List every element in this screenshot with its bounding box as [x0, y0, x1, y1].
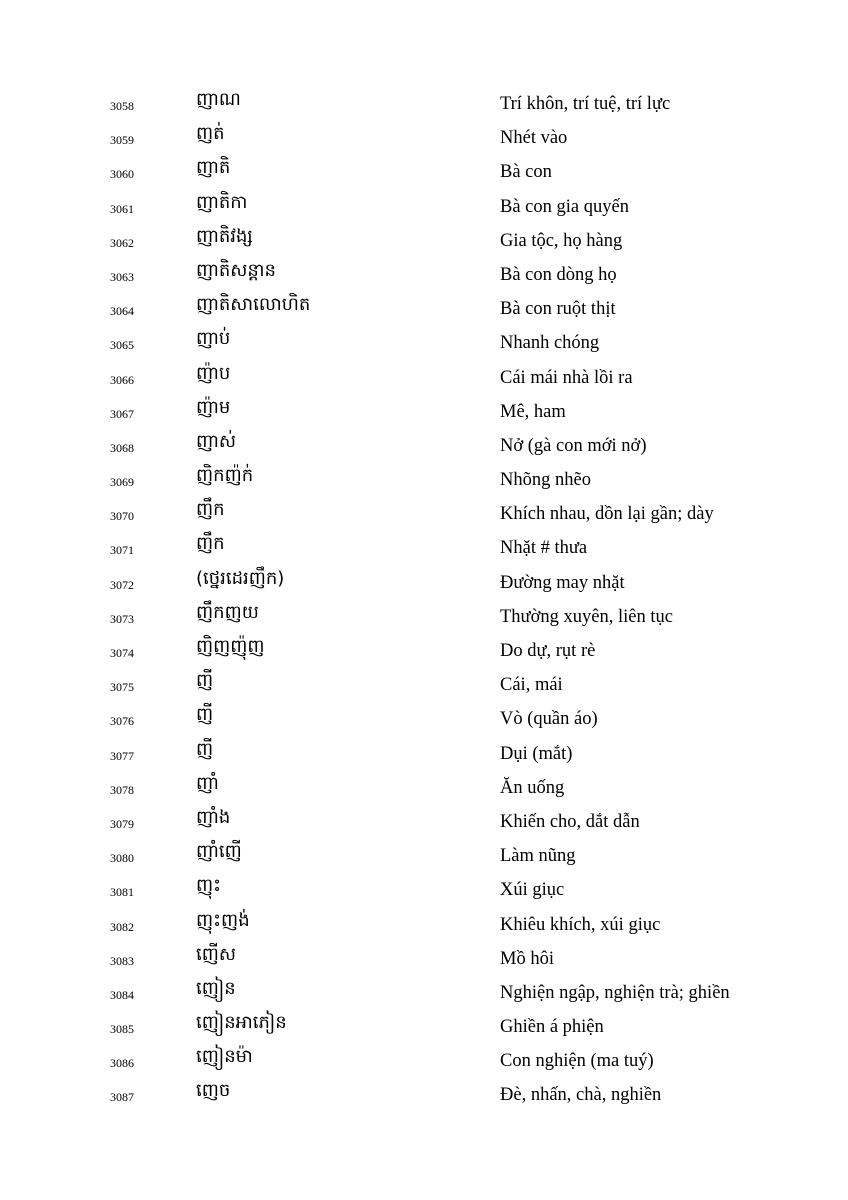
entry-number: 3058 [110, 99, 134, 113]
entry-row [0, 462, 848, 496]
entry-row [0, 975, 848, 1009]
entry-row [0, 428, 848, 462]
entry-number: 3085 [110, 1022, 134, 1037]
entry-row [0, 1077, 848, 1111]
vietnamese-meaning: Nhét vào [500, 128, 568, 149]
khmer-word: ញុះញង់ [196, 909, 250, 931]
entry-row [0, 633, 848, 667]
entry-number: 3069 [110, 475, 134, 490]
dictionary-page [0, 86, 848, 1112]
entry-row [0, 257, 848, 291]
entry-row [0, 1043, 848, 1077]
vietnamese-meaning: Bà con gia quyến [500, 196, 629, 217]
vietnamese-meaning: Nhõng nhẽo [500, 470, 591, 491]
vietnamese-meaning: Trí khôn, trí tuệ, trí lực [500, 94, 671, 114]
entry-row [0, 1009, 848, 1043]
vietnamese-meaning: Do dự, rụt rè [500, 641, 596, 661]
khmer-word: ញ៉ាប [196, 362, 231, 384]
entry-number: 3060 [110, 167, 134, 182]
vietnamese-meaning: Con nghiện (ma tuý) [500, 1051, 654, 1072]
khmer-word: ញេច [196, 1080, 231, 1102]
entry-number: 3073 [110, 611, 134, 626]
entry-number: 3066 [110, 372, 134, 387]
entry-row [0, 120, 848, 154]
vietnamese-meaning: Dụi (mắt) [500, 743, 573, 764]
entry-number: 3081 [110, 885, 134, 900]
entry-row [0, 804, 848, 838]
vietnamese-meaning: Nhặt # thưa [500, 538, 588, 559]
entry-number: 3059 [110, 133, 134, 148]
entry-number: 3062 [110, 235, 134, 250]
vietnamese-meaning: Mê, ham [500, 401, 566, 422]
entry-number: 3067 [110, 406, 134, 421]
entry-number: 3083 [110, 953, 134, 968]
entry-number: 3063 [110, 269, 134, 284]
khmer-word: ញើស [196, 943, 236, 965]
vietnamese-meaning: Vò (quần áo) [500, 709, 598, 730]
khmer-word: ញាតិកា [196, 191, 248, 213]
entry-row [0, 872, 848, 906]
khmer-word: ញាតិសាលោហិត [196, 294, 311, 316]
khmer-word: ញ៉ាម [196, 396, 231, 418]
khmer-word: ញាស់ [196, 430, 236, 452]
khmer-word: (ថ្នេរដេរញឹក) [196, 567, 285, 589]
entry-row [0, 360, 848, 394]
khmer-word: ញី [196, 704, 214, 726]
khmer-word: ញាប់ [196, 328, 231, 350]
entry-row [0, 394, 848, 428]
khmer-word: ញាណ [196, 89, 241, 110]
entry-number: 3086 [110, 1056, 134, 1071]
entry-number: 3076 [110, 714, 134, 729]
khmer-word: ញី [196, 738, 214, 760]
entry-number: 3064 [110, 304, 134, 319]
entry-number: 3065 [110, 338, 134, 353]
khmer-word: ញិកញ៉ក់ [196, 465, 254, 487]
khmer-word: ញាតិវង្ស [196, 225, 253, 247]
entry-row [0, 565, 848, 599]
khmer-word: ញៀនម៉ា [196, 1046, 253, 1068]
vietnamese-meaning: Đường may nhặt [500, 572, 625, 593]
entry-row [0, 667, 848, 701]
entry-row [0, 325, 848, 359]
entry-row [0, 941, 848, 975]
entry-row [0, 736, 848, 770]
entry-row [0, 291, 848, 325]
khmer-word: ញត់ [196, 123, 225, 145]
vietnamese-meaning: Làm nũng [500, 846, 576, 867]
vietnamese-meaning: Ghiền á phiện [500, 1017, 604, 1038]
vietnamese-meaning: Thường xuyên, liên tục [500, 606, 673, 627]
entry-number: 3077 [110, 748, 134, 763]
entry-row [0, 599, 848, 633]
vietnamese-meaning: Cái mái nhà lồi ra [500, 367, 633, 388]
entry-number: 3072 [110, 577, 134, 592]
khmer-word: ញៀនអាភៀន [196, 1012, 287, 1034]
entry-number: 3075 [110, 680, 134, 695]
entry-row [0, 86, 848, 120]
entry-number: 3079 [110, 816, 134, 831]
entry-row [0, 907, 848, 941]
vietnamese-meaning: Nhanh chóng [500, 333, 600, 354]
entry-row [0, 496, 848, 530]
entry-row [0, 838, 848, 872]
vietnamese-meaning: Ăn uống [500, 777, 565, 798]
khmer-word: ញៀន [196, 977, 236, 999]
vietnamese-meaning: Xúi giục [500, 880, 565, 901]
entry-number: 3080 [110, 851, 134, 866]
entry-row [0, 189, 848, 223]
entry-number: 3087 [110, 1090, 134, 1105]
entry-number: 3078 [110, 782, 134, 797]
entry-row [0, 530, 848, 564]
entry-number: 3082 [110, 919, 134, 934]
khmer-word: ញាតិ [196, 157, 231, 179]
khmer-word: ញុះ [196, 875, 222, 897]
entry-number: 3074 [110, 646, 134, 660]
khmer-word: ញាំ [196, 772, 219, 794]
vietnamese-meaning: Bà con ruột thịt [500, 299, 616, 320]
entry-row [0, 770, 848, 804]
khmer-word: ញិញញ៉ុញ [196, 636, 265, 657]
vietnamese-meaning: Khiến cho, dắt dẫn [500, 811, 640, 832]
vietnamese-meaning: Gia tộc, họ hàng [500, 230, 623, 251]
vietnamese-meaning: Đè, nhấn, chà, nghiền [500, 1085, 662, 1106]
entry-row [0, 223, 848, 257]
khmer-word: ញឹក [196, 499, 225, 521]
entry-row [0, 701, 848, 735]
entry-number: 3084 [110, 987, 134, 1002]
khmer-word: ញី [196, 670, 214, 692]
khmer-word: ញាំញើ [196, 841, 242, 863]
vietnamese-meaning: Khiêu khích, xúi giục [500, 914, 661, 935]
khmer-word: ញាតិសន្តាន [196, 259, 276, 281]
vietnamese-meaning: Nở (gà con mới nở) [500, 435, 647, 456]
entry-number: 3068 [110, 440, 134, 455]
khmer-word: ញឹកញយ [196, 601, 259, 623]
vietnamese-meaning: Khích nhau, dồn lại gần; dày [500, 504, 714, 525]
vietnamese-meaning: Nghiện ngập, nghiện trà; ghiền [500, 982, 730, 1003]
entry-number: 3071 [110, 543, 134, 558]
entry-row [0, 154, 848, 188]
entry-number: 3061 [110, 201, 134, 216]
vietnamese-meaning: Cái, mái [500, 675, 563, 696]
entry-number: 3070 [110, 509, 134, 524]
khmer-word: ញឹក [196, 533, 225, 555]
vietnamese-meaning: Mồ hôi [500, 948, 554, 969]
khmer-word: ញាំង [196, 806, 231, 828]
vietnamese-meaning: Bà con dòng họ [500, 264, 617, 285]
vietnamese-meaning: Bà con [500, 162, 552, 183]
